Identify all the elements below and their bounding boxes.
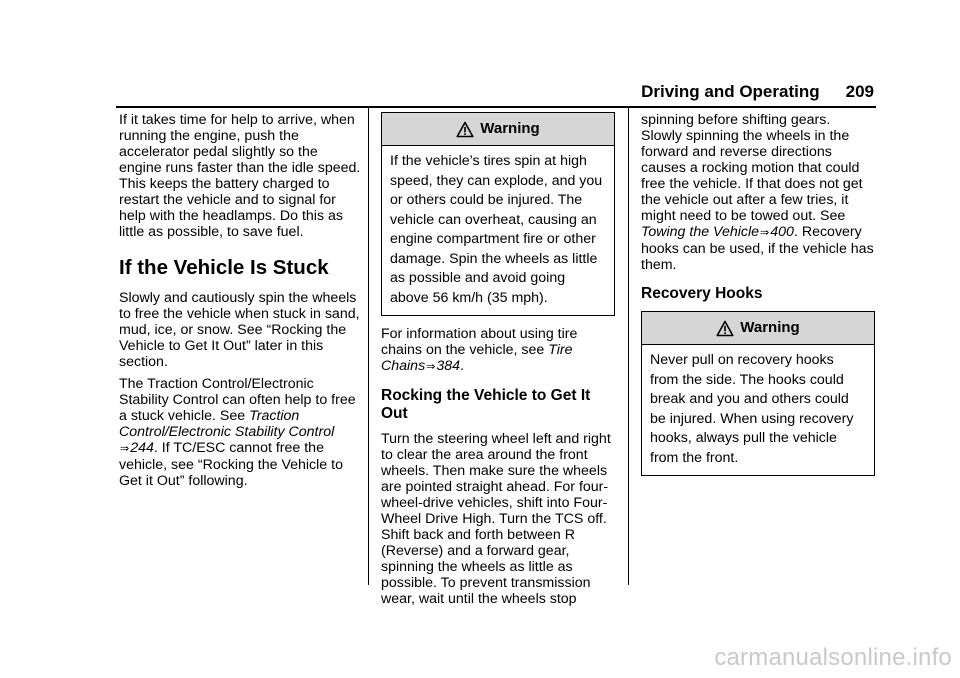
watermark: carmanualsonline.info bbox=[714, 644, 952, 671]
warning-title: Warning bbox=[740, 319, 800, 336]
page-ref-arrow-icon: ⇒ bbox=[120, 443, 130, 455]
warning-text: If the vehicle’s tires spin at high speed, they can explode, and you or others could be injured. The vehicle can overheat, causing an engine compartment fire or other damage. Spin the wheels as little as possible and avoid going above 56 km/h (35 mph). bbox=[390, 153, 603, 306]
warning-triangle-icon bbox=[456, 121, 474, 138]
paragraph: Turn the steering wheel left and right to clear the area around the front wheels. Then make sure the wheels are pointed straight ahead. For four-wheel-drive vehicles, shift into Four-Wheel Drive High. Turn the TCS off. Shift back and forth between R (Reverse) and a forward gear, spinning the wheels as little as possible. To prevent transmission wear, wait until the wheels stop bbox=[381, 431, 611, 607]
cross-reference-link[interactable]: Traction Control/Electronic Stability Control bbox=[119, 408, 335, 440]
page-header bbox=[641, 82, 874, 102]
paragraph: spinning before shifting gears. Slowly spinning the wheels in the forward and reverse directions causes a rocking motion that could free the vehicle. If that does not get the vehicle out after a few tries, it might need to be towed out. See Towing the Vehicle⇒400. Recovery hooks can be used, if the vehicle has them. bbox=[641, 112, 874, 273]
page-ref-arrow-icon: ⇒ bbox=[426, 361, 436, 373]
paragraph: Slowly and cautiously spin the wheels to free the vehicle when stuck in sand, mud, ice, or snow. See “Rocking the Vehicle to Get It Out” later in this section. bbox=[119, 290, 360, 370]
column-divider-1 bbox=[368, 106, 369, 585]
cross-reference-link[interactable]: Tire Chains bbox=[381, 342, 573, 374]
page-number: 209 bbox=[845, 82, 874, 101]
header-rule bbox=[116, 106, 876, 108]
page-reference[interactable]: 244 bbox=[130, 440, 154, 456]
subsection-heading: Recovery Hooks bbox=[641, 285, 763, 302]
warning-header bbox=[642, 312, 874, 345]
warning-title: Warning bbox=[480, 120, 540, 137]
page-ref-arrow-icon: ⇒ bbox=[760, 227, 770, 239]
page-reference[interactable]: 384 bbox=[436, 358, 461, 374]
warning-box bbox=[641, 311, 875, 476]
column-1 bbox=[119, 112, 364, 495]
page-reference[interactable]: 400 bbox=[770, 224, 794, 240]
paragraph: The Traction Control/Electronic Stability Control can often help to free a stuck vehicle. See Traction Control/Electronic Stability Control ⇒244. If TC/ESC cannot free the vehicle, see “Rocking the Vehicle to Get it Out” following. bbox=[119, 376, 356, 489]
paragraph: If it takes time for help to arrive, when running the engine, push the accelerator pedal slightly so the engine runs faster than the idle speed. This keeps the battery charged to restart the vehicle and to signal for help with the headlamps. Do this as little as possible, to save fuel. bbox=[119, 112, 361, 240]
warning-triangle-icon bbox=[716, 320, 734, 337]
column-2 bbox=[381, 112, 615, 613]
section-title: Driving and Operating bbox=[641, 82, 820, 101]
warning-text: Never pull on recovery hooks from the side. The hooks could break and you and others could be injured. When using recovery hooks, always pull the vehicle from the front. bbox=[650, 352, 854, 466]
column-divider-2 bbox=[628, 106, 629, 585]
paragraph: For information about using tire chains on the vehicle, see Tire Chains⇒384. bbox=[381, 326, 578, 374]
section-heading: If the Vehicle Is Stuck bbox=[119, 256, 329, 279]
column-3 bbox=[641, 112, 875, 486]
warning-box bbox=[381, 112, 615, 316]
subsection-heading: Rocking the Vehicle to Get It Out bbox=[381, 387, 591, 422]
warning-header bbox=[382, 113, 614, 146]
cross-reference-link[interactable]: Towing the Vehicle bbox=[641, 224, 760, 240]
